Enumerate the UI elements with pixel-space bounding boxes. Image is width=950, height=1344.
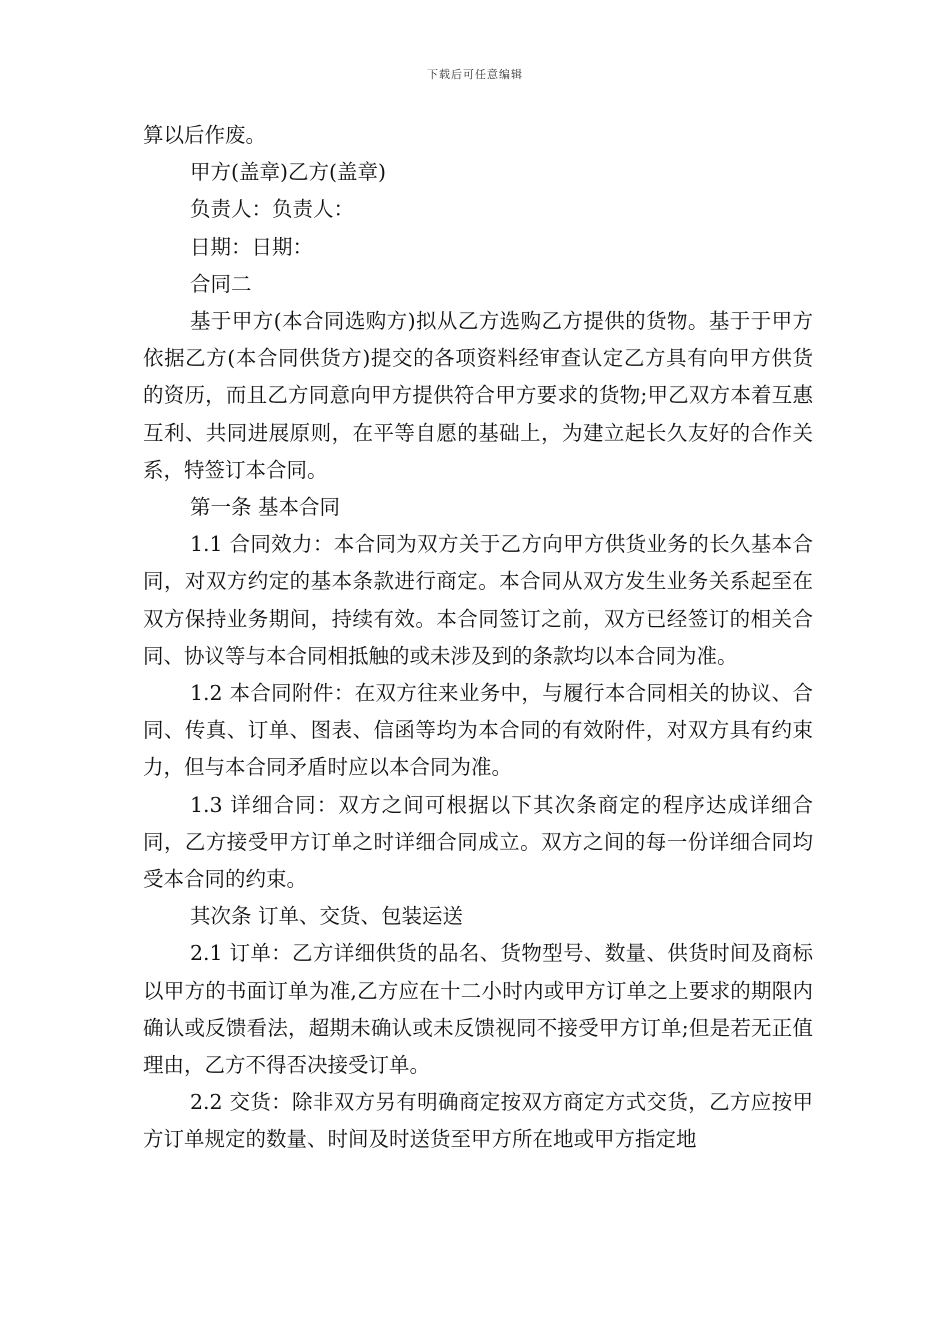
clause-1-2: 1.2 本合同附件：在双方往来业务中，与履行本合同相关的协议、合同、传真、订单、图表、信函等均为本合同的有效附件，对双方具有约束力，但与本合同矛盾时应以本合同为准。 bbox=[143, 681, 813, 780]
paragraph-closing-line: 算以后作废。 bbox=[143, 123, 266, 147]
clause-1-3: 1.3 详细合同：双方之间可根据以下其次条商定的程序达成详细合同，乙方接受甲方订单之时详细合同成立。双方之间的每一份详细合同均受本合同的约束。 bbox=[143, 792, 813, 892]
document-body bbox=[143, 117, 813, 1159]
paragraph-responsible-line: 负责人：负责人： bbox=[190, 197, 354, 222]
contract-two-title: 合同二 bbox=[190, 271, 252, 296]
article-one-heading: 第一条 基本合同 bbox=[190, 495, 341, 520]
clause-2-2: 2.2 交货：除非双方另有明确商定按双方商定方式交货，乙方应按甲方订单规定的数量、时间及时送货至甲方所在地或甲方指定地 bbox=[143, 1090, 813, 1152]
article-two-heading: 其次条 订单、交货、包装运送 bbox=[190, 904, 464, 929]
paragraph-preamble: 基于甲方(本合同选购方)拟从乙方选购乙方提供的货物。基于于甲方依据乙方(本合同供货方)提交的各项资料经审查认定乙方具有向甲方供货的资历，而且乙方同意向甲方提供符合甲方要求的货物;甲乙双方本着互惠互利、共同进展原则，在平等自愿的基础上，为建立起长久友好的合作关系，特签订本合同。 bbox=[143, 309, 813, 482]
page-header-note: 下载后可任意编辑 bbox=[427, 68, 523, 81]
paragraph-date-line: 日期：日期： bbox=[190, 234, 313, 259]
clause-1-1: 1.1 合同效力：本合同为双方关于乙方向甲方供货业务的长久基本合同，对双方约定的基本条款进行商定。本合同从双方发生业务关系起至在双方保持业务期间，持续有效。本合同签订之前，双方已经签订的相关合同、协议等与本合同相抵触的或未涉及到的条款均以本合同为准。 bbox=[143, 532, 813, 668]
clause-2-1: 2.1 订单：乙方详细供货的品名、货物型号、数量、供货时间及商标以甲方的书面订单为准,乙方应在十二小时内或甲方订单之上要求的期限内确认或反馈看法，超期未确认或未反馈视同不接受甲方订单;但是若无正值理由，乙方不得否决接受订单。 bbox=[143, 941, 813, 1078]
paragraph-seal-line: 甲方(盖章)乙方(盖章) bbox=[190, 160, 386, 185]
